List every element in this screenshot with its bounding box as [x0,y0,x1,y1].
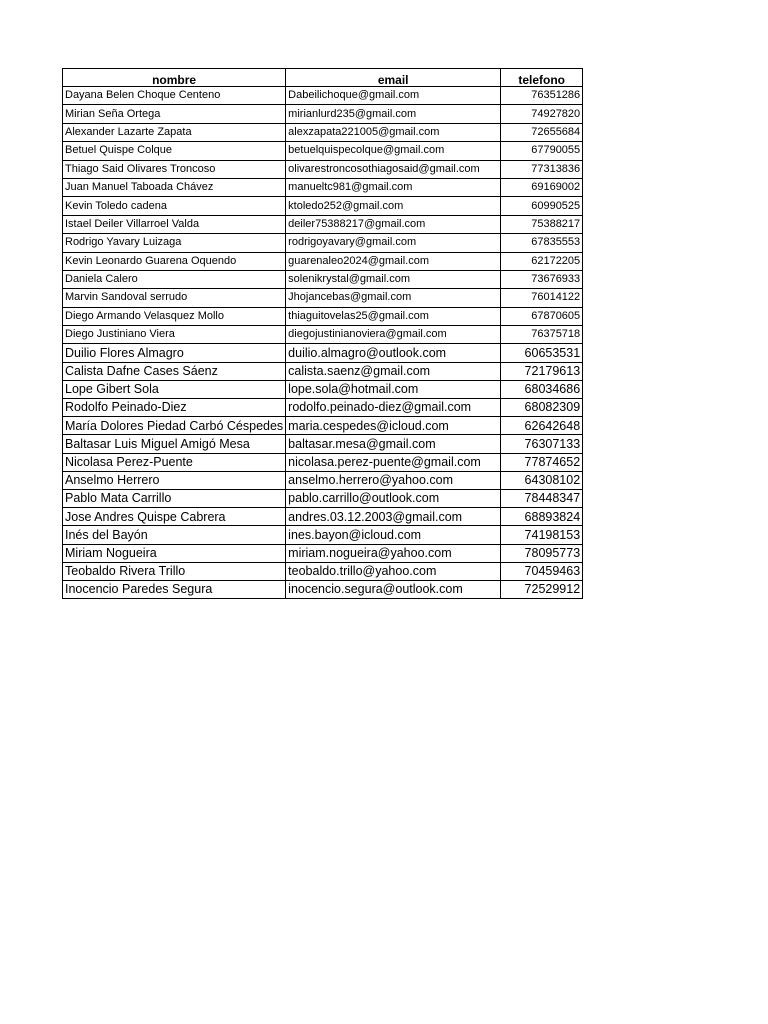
cell-email[interactable]: deiler75388217@gmail.com [286,215,501,233]
table-row [63,399,583,417]
table-row [63,178,583,196]
cell-email[interactable]: rodrigoyavary@gmail.com [286,234,501,252]
cell-email[interactable]: inocencio.segura@outlook.com [286,580,501,598]
cell-nombre[interactable]: Jose Andres Quispe Cabrera [63,508,286,526]
table-row [63,270,583,288]
cell-telefono[interactable]: 62172205 [501,252,583,270]
header-telefono[interactable]: telefono [501,69,583,87]
cell-nombre[interactable]: Miriam Nogueira [63,544,286,562]
cell-email[interactable]: manueltc981@gmail.com [286,178,501,196]
cell-email[interactable]: rodolfo.peinado-diez@gmail.com [286,399,501,417]
cell-telefono[interactable]: 67790055 [501,142,583,160]
cell-email[interactable]: nicolasa.perez-puente@gmail.com [286,453,501,471]
table-row [63,526,583,544]
cell-nombre[interactable]: Betuel Quispe Colque [63,142,286,160]
cell-nombre[interactable]: Marvin Sandoval serrudo [63,289,286,307]
table-row [63,580,583,598]
cell-email[interactable]: olivarestroncosothiagosaid@gmail.com [286,160,501,178]
cell-telefono[interactable]: 68893824 [501,508,583,526]
cell-nombre[interactable]: Duilio Flores Almagro [63,344,286,362]
table-row [63,471,583,489]
cell-telefono[interactable]: 72655684 [501,123,583,141]
cell-telefono[interactable]: 76351286 [501,87,583,105]
cell-telefono[interactable]: 60990525 [501,197,583,215]
cell-nombre[interactable]: Calista Dafne Cases Sáenz [63,362,286,380]
cell-telefono[interactable]: 62642648 [501,417,583,435]
cell-email[interactable]: miriam.nogueira@yahoo.com [286,544,501,562]
cell-telefono[interactable]: 73676933 [501,270,583,288]
cell-nombre[interactable]: Daniela Calero [63,270,286,288]
cell-nombre[interactable]: Diego Armando Velasquez Mollo [63,307,286,325]
header-nombre[interactable]: nombre [63,69,286,87]
cell-nombre[interactable]: Alexander Lazarte Zapata [63,123,286,141]
table-row [63,87,583,105]
cell-nombre[interactable]: Dayana Belen Choque Centeno [63,87,286,105]
cell-nombre[interactable]: Baltasar Luis Miguel Amigó Mesa [63,435,286,453]
cell-nombre[interactable]: Istael Deiler Villarroel Valda [63,215,286,233]
table-row [63,160,583,178]
cell-nombre[interactable]: Rodrigo Yavary Luizaga [63,234,286,252]
cell-email[interactable]: andres.03.12.2003@gmail.com [286,508,501,526]
cell-telefono[interactable]: 76014122 [501,289,583,307]
table-row [63,234,583,252]
cell-email[interactable]: pablo.carrillo@outlook.com [286,489,501,507]
table-row [63,289,583,307]
table-row [63,326,583,344]
header-row [63,69,583,87]
cell-email[interactable]: thiaguitovelas25@gmail.com [286,307,501,325]
table-row [63,417,583,435]
cell-nombre[interactable]: Anselmo Herrero [63,471,286,489]
cell-telefono[interactable]: 78095773 [501,544,583,562]
cell-nombre[interactable]: Pablo Mata Carrillo [63,489,286,507]
table-row [63,380,583,398]
cell-email[interactable]: solenikrystal@gmail.com [286,270,501,288]
cell-nombre[interactable]: Inocencio Paredes Segura [63,580,286,598]
cell-email[interactable]: anselmo.herrero@yahoo.com [286,471,501,489]
cell-telefono[interactable]: 72529912 [501,580,583,598]
cell-telefono[interactable]: 67835553 [501,234,583,252]
cell-email[interactable]: betuelquispecolque@gmail.com [286,142,501,160]
cell-nombre[interactable]: Kevin Leonardo Guarena Oquendo [63,252,286,270]
spreadsheet [62,68,583,599]
cell-nombre[interactable]: Rodolfo Peinado-Diez [63,399,286,417]
table-row [63,489,583,507]
contacts-table [62,68,583,599]
table-row [63,123,583,141]
cell-email[interactable]: lope.sola@hotmail.com [286,380,501,398]
cell-telefono[interactable]: 69169002 [501,178,583,196]
cell-telefono[interactable]: 72179613 [501,362,583,380]
cell-telefono[interactable]: 68034686 [501,380,583,398]
cell-email[interactable]: maria.cespedes@icloud.com [286,417,501,435]
table-body [63,87,583,599]
table-row [63,362,583,380]
table-row [63,544,583,562]
table-row [63,197,583,215]
cell-email[interactable]: guarenaleo2024@gmail.com [286,252,501,270]
table-row [63,453,583,471]
cell-email[interactable]: duilio.almagro@outlook.com [286,344,501,362]
cell-telefono[interactable]: 75388217 [501,215,583,233]
cell-email[interactable]: ines.bayon@icloud.com [286,526,501,544]
cell-email[interactable]: teobaldo.trillo@yahoo.com [286,562,501,580]
cell-nombre[interactable]: Inés del Bayón [63,526,286,544]
cell-nombre[interactable]: Diego Justiniano Viera [63,326,286,344]
cell-nombre[interactable]: Teobaldo Rivera Trillo [63,562,286,580]
table-row [63,215,583,233]
cell-telefono[interactable]: 67870605 [501,307,583,325]
cell-nombre[interactable]: María Dolores Piedad Carbó Céspedes [63,417,286,435]
cell-email[interactable]: diegojustinianoviera@gmail.com [286,326,501,344]
header-email[interactable]: email [286,69,501,87]
table-row [63,508,583,526]
cell-nombre[interactable]: Kevin Toledo cadena [63,197,286,215]
cell-email[interactable]: Dabeilichoque@gmail.com [286,87,501,105]
cell-telefono[interactable]: 78448347 [501,489,583,507]
table-row [63,142,583,160]
cell-email[interactable]: ktoledo252@gmail.com [286,197,501,215]
table-row [63,252,583,270]
cell-email[interactable]: Jhojancebas@gmail.com [286,289,501,307]
cell-email[interactable]: alexzapata221005@gmail.com [286,123,501,141]
cell-email[interactable]: calista.saenz@gmail.com [286,362,501,380]
table-row [63,344,583,362]
table-row [63,307,583,325]
cell-nombre[interactable]: Juan Manuel Taboada Chávez [63,178,286,196]
table-row [63,105,583,123]
cell-telefono[interactable]: 76307133 [501,435,583,453]
cell-nombre[interactable]: Thiago Said Olivares Troncoso [63,160,286,178]
cell-email[interactable]: baltasar.mesa@gmail.com [286,435,501,453]
cell-telefono[interactable]: 68082309 [501,399,583,417]
cell-nombre[interactable]: Mirian Seña Ortega [63,105,286,123]
cell-telefono[interactable]: 77313836 [501,160,583,178]
cell-telefono[interactable]: 64308102 [501,471,583,489]
cell-telefono[interactable]: 77874652 [501,453,583,471]
cell-nombre[interactable]: Lope Gibert Sola [63,380,286,398]
cell-telefono[interactable]: 60653531 [501,344,583,362]
cell-nombre[interactable]: Nicolasa Perez-Puente [63,453,286,471]
cell-telefono[interactable]: 74198153 [501,526,583,544]
cell-email[interactable]: mirianlurd235@gmail.com [286,105,501,123]
cell-telefono[interactable]: 74927820 [501,105,583,123]
table-row [63,562,583,580]
table-row [63,435,583,453]
cell-telefono[interactable]: 76375718 [501,326,583,344]
cell-telefono[interactable]: 70459463 [501,562,583,580]
